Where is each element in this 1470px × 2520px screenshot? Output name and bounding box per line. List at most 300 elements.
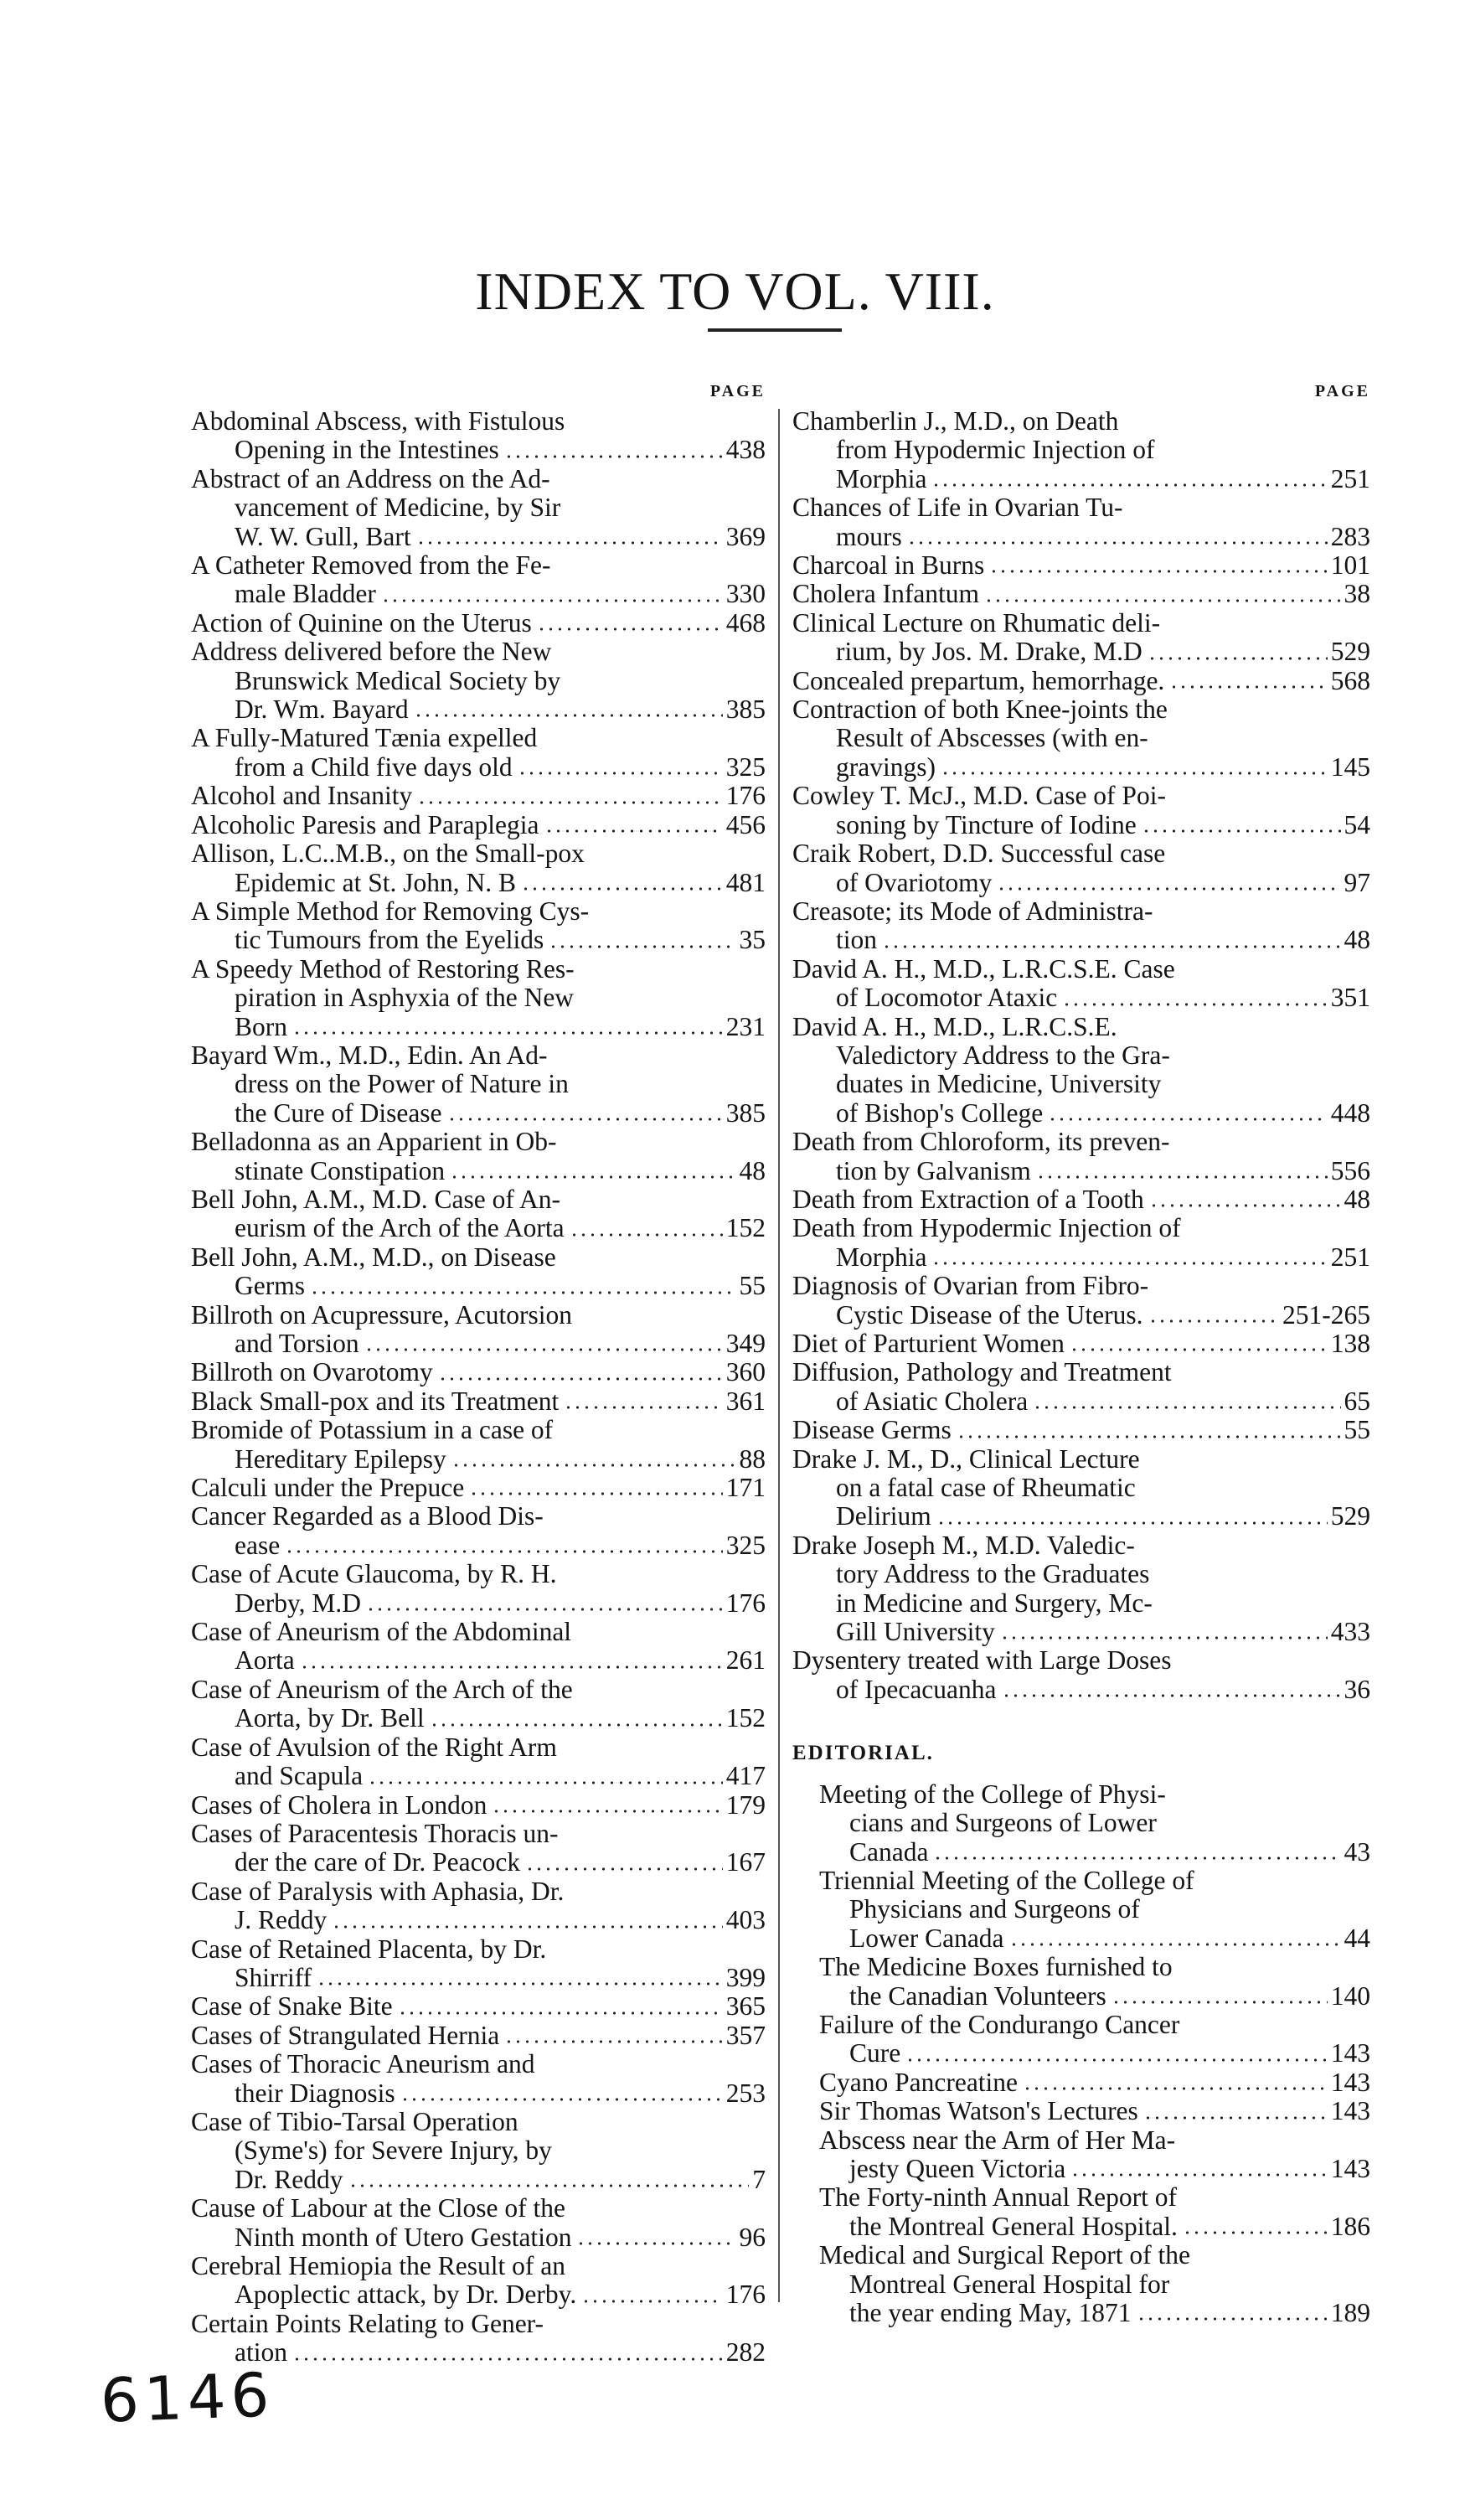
index-entry-line xyxy=(191,2166,766,2194)
index-entry-text: on a fatal case of Rheumatic xyxy=(836,1473,1136,1503)
index-entry-line xyxy=(191,1243,766,1272)
index-entry-line xyxy=(191,1762,766,1790)
index-entry-text: Lower Canada xyxy=(849,1923,1004,1953)
index-entry-text: Failure of the Condurango Cancer xyxy=(819,2009,1180,2039)
dot-leader xyxy=(1036,1175,1328,1179)
index-entry-line xyxy=(191,1964,766,1992)
index-entry-text: and Scapula xyxy=(235,1761,364,1791)
index-entry-line xyxy=(191,523,766,551)
dot-leader xyxy=(1137,2317,1328,2321)
page-number: 261 xyxy=(725,1645,766,1676)
page-number: 365 xyxy=(725,1991,766,2022)
index-entry-text: their Diagnosis xyxy=(235,2078,395,2108)
index-entry xyxy=(792,2126,1370,2184)
index-entry-text: Cure xyxy=(849,2038,901,2068)
index-entry-line xyxy=(792,1445,1370,1474)
index-entry-text: of Bishop's College xyxy=(836,1097,1044,1128)
index-entry xyxy=(191,638,766,724)
index-entry-line xyxy=(191,1646,766,1675)
page-number: 35 xyxy=(739,925,766,955)
index-entry-text: Creasote; its Mode of Administra- xyxy=(792,896,1153,926)
index-entry-text: Bromide of Potassium in a case of xyxy=(191,1415,554,1445)
dot-leader xyxy=(576,2242,735,2245)
index-entry-text: Cerebral Hemiopia the Result of an xyxy=(191,2251,565,2280)
page-title: INDEX TO VOL. VIII. xyxy=(475,261,995,321)
index-entry-text: Cystic Disease of the Uterus. xyxy=(836,1299,1143,1330)
index-entry-text: of Ipecacuanha xyxy=(836,1674,997,1704)
index-entry xyxy=(792,839,1370,897)
dot-leader xyxy=(1149,1204,1341,1207)
dot-leader xyxy=(989,570,1328,573)
index-entry-line xyxy=(792,667,1370,695)
index-entry-text: Address delivered before the New xyxy=(191,637,552,667)
dot-leader xyxy=(1023,2087,1328,2090)
index-entry xyxy=(792,1646,1370,1704)
index-entry xyxy=(191,1301,766,1359)
index-entry-line xyxy=(792,1646,1370,1675)
index-entry xyxy=(792,1330,1370,1358)
index-entry-text: soning by Tincture of Iodine xyxy=(836,809,1137,839)
index-entry xyxy=(792,1013,1370,1128)
index-entry-line xyxy=(792,638,1370,666)
dot-leader xyxy=(292,2357,723,2361)
page-number: 101 xyxy=(1330,550,1370,581)
index-entry-line xyxy=(792,2299,1370,2327)
index-entry-text: Canada xyxy=(849,1836,929,1867)
index-entry-text: Germs xyxy=(235,1271,305,1301)
index-entry-line xyxy=(191,1877,766,1906)
index-entry-text: Triennial Meeting of the College of xyxy=(819,1865,1194,1895)
index-entry-line xyxy=(191,1906,766,1934)
index-entry-text: Cancer Regarded as a Blood Dis- xyxy=(191,1501,544,1531)
dot-leader xyxy=(430,1723,723,1727)
index-entry-line xyxy=(191,1618,766,1646)
page-number: 325 xyxy=(725,751,766,782)
index-entry xyxy=(792,1445,1370,1531)
dot-leader xyxy=(1009,1943,1341,1946)
index-entry-text: Calculi under the Prepuce xyxy=(191,1473,465,1503)
page-number: 36 xyxy=(1344,1674,1370,1704)
index-entry-text: the Montreal General Hospital. xyxy=(849,2211,1178,2241)
dot-leader xyxy=(398,2011,723,2015)
index-entry-line xyxy=(191,1041,766,1070)
dot-leader xyxy=(936,1521,1328,1525)
dot-leader xyxy=(381,599,723,602)
index-entry-text: Ninth month of Utero Gestation xyxy=(235,2222,572,2252)
page-number: 251 xyxy=(1330,1242,1370,1272)
index-entry xyxy=(792,609,1370,667)
index-entry-line xyxy=(792,1502,1370,1531)
index-entry-text: Aorta xyxy=(235,1645,295,1676)
index-entry-line xyxy=(792,1301,1370,1330)
index-entry-text: der the care of Dr. Peacock xyxy=(235,1847,521,1877)
index-entry-line xyxy=(191,1560,766,1588)
dot-leader xyxy=(469,1492,722,1495)
index-entry-text: Alcohol and Insanity xyxy=(191,781,413,811)
dot-leader xyxy=(416,541,723,545)
page-number: 7 xyxy=(752,2164,766,2194)
index-entry-line xyxy=(792,609,1370,638)
index-entry xyxy=(191,1502,766,1560)
index-entry-text: Hereditary Epilepsy xyxy=(235,1443,446,1474)
index-entry xyxy=(191,2108,766,2194)
index-entry-text: Morphia xyxy=(836,463,927,493)
index-entry-line xyxy=(792,1924,1370,1953)
page-number: 152 xyxy=(725,1703,766,1733)
index-entry-line xyxy=(792,1387,1370,1416)
index-entry-text: Meeting of the College of Physi- xyxy=(819,1779,1166,1809)
index-entry-text: mours xyxy=(836,521,902,551)
dot-leader xyxy=(504,455,723,458)
index-entry-line xyxy=(191,782,766,810)
dot-leader xyxy=(525,1867,723,1871)
index-entry-line xyxy=(792,1589,1370,1618)
dot-leader xyxy=(1048,1118,1328,1121)
dot-leader xyxy=(882,945,1340,948)
index-entry-line xyxy=(191,2194,766,2223)
index-entry-line xyxy=(191,1531,766,1560)
index-entry-text: tory Address to the Graduates xyxy=(836,1559,1150,1589)
index-entry-line xyxy=(792,1780,1370,1809)
index-entry-line xyxy=(792,897,1370,926)
index-entry-line xyxy=(792,2270,1370,2299)
index-entry-line xyxy=(792,1676,1370,1704)
index-entry xyxy=(191,1185,766,1243)
page-number: 48 xyxy=(1344,1184,1370,1214)
index-entry-line xyxy=(191,1445,766,1474)
index-entry-line xyxy=(792,1330,1370,1358)
page-number: 417 xyxy=(725,1761,766,1791)
index-entry-text: Derby, M.D xyxy=(235,1588,362,1618)
index-entry-line xyxy=(191,2022,766,2050)
index-entry-line xyxy=(191,1704,766,1732)
index-entry-text: tic Tumours from the Eyelids xyxy=(235,925,544,955)
dot-leader xyxy=(564,1406,723,1409)
index-entry-line xyxy=(792,782,1370,810)
page-number: 360 xyxy=(725,1357,766,1387)
index-entry xyxy=(792,1358,1370,1416)
page-number: 399 xyxy=(725,1962,766,1992)
index-entry-text: A Catheter Removed from the Fe- xyxy=(191,550,551,581)
index-entry-line xyxy=(792,1070,1370,1098)
dot-leader xyxy=(1002,1694,1341,1697)
dot-leader xyxy=(317,1982,723,1986)
index-entry-text: stinate Constipation xyxy=(235,1155,446,1185)
index-entry-text: male Bladder xyxy=(235,579,376,609)
index-entry xyxy=(191,1733,766,1791)
index-entry xyxy=(792,955,1370,1013)
index-entry-text: Case of Tibio-Tarsal Operation xyxy=(191,2106,518,2136)
index-entry-text: David A. H., M.D., L.R.C.S.E. xyxy=(792,1011,1117,1041)
page-number: 143 xyxy=(1330,2096,1370,2126)
index-entry-line xyxy=(792,1358,1370,1387)
index-entry xyxy=(792,695,1370,782)
index-entry-line xyxy=(792,1041,1370,1070)
index-entry-text: cians and Surgeons of Lower xyxy=(849,1808,1157,1838)
index-entry xyxy=(792,897,1370,955)
dot-leader xyxy=(414,714,723,717)
index-entry-text: Bayard Wm., M.D., Edin. An Ad- xyxy=(191,1040,548,1070)
index-entry-line xyxy=(191,551,766,580)
index-entry-text: Belladonna as an Apparient in Ob- xyxy=(191,1127,557,1157)
index-entry-text: Physicians and Surgeons of xyxy=(849,1894,1140,1924)
index-entry-text: David A. H., M.D., L.R.C.S.E. Case xyxy=(792,953,1175,984)
page-number: 143 xyxy=(1330,2153,1370,2183)
page-number: 138 xyxy=(1330,1329,1370,1358)
editorial-list xyxy=(792,1780,1370,2328)
index-entry xyxy=(792,667,1370,695)
page-number: 251 xyxy=(1330,463,1370,493)
page-number: 143 xyxy=(1330,2038,1370,2068)
index-entry-text: Born xyxy=(235,1011,287,1041)
index-entry xyxy=(792,493,1370,551)
index-entry-line xyxy=(191,609,766,638)
index-entry-line xyxy=(191,753,766,782)
index-entry-line xyxy=(792,1982,1370,2011)
index-entry-line xyxy=(191,1358,766,1387)
index-entry-text: Drake Joseph M., M.D. Valedic- xyxy=(792,1530,1135,1560)
index-entry-line xyxy=(191,436,766,464)
index-entry-line xyxy=(191,2310,766,2338)
index-entry-line xyxy=(191,1214,766,1242)
index-entry-line xyxy=(792,1867,1370,1895)
index-entry xyxy=(792,1531,1370,1647)
page-number: 433 xyxy=(1330,1617,1370,1647)
index-entry xyxy=(792,1214,1370,1272)
dot-leader xyxy=(544,829,723,833)
index-entry-text: A Speedy Method of Restoring Res- xyxy=(191,953,575,984)
index-entry-text: J. Reddy xyxy=(235,1905,328,1935)
index-entry-text: W. W. Gull, Bart xyxy=(235,521,411,551)
index-entry-line xyxy=(792,2011,1370,2039)
index-entry-text: from a Child five days old xyxy=(235,751,513,782)
index-entry-text: A Simple Method for Removing Cys- xyxy=(191,896,590,926)
dot-leader xyxy=(364,1348,723,1351)
dot-leader xyxy=(581,2300,723,2303)
index-entry-text: Cases of Cholera in London xyxy=(191,1789,487,1820)
index-entry-text: Dr. Reddy xyxy=(235,2164,343,2194)
dot-leader xyxy=(1070,2173,1328,2177)
page-number: 171 xyxy=(725,1473,766,1503)
editorial-heading: EDITORIAL. xyxy=(792,1742,934,1765)
index-entry-line xyxy=(191,839,766,868)
index-entry xyxy=(191,955,766,1041)
dot-leader xyxy=(931,483,1327,487)
page-number: 140 xyxy=(1330,1980,1370,2011)
page-number: 48 xyxy=(739,1155,766,1185)
index-entry xyxy=(191,2310,766,2368)
dot-leader xyxy=(447,1118,723,1121)
index-entry-text: of Ovariotomy xyxy=(836,867,993,897)
dot-leader xyxy=(1000,1636,1328,1640)
index-entry-text: tion by Galvanism xyxy=(836,1155,1031,1185)
index-entry-line xyxy=(191,811,766,839)
index-entry-text: the Cure of Disease xyxy=(235,1097,442,1128)
index-entry-text: gravings) xyxy=(836,751,936,782)
page-number: 253 xyxy=(725,2078,766,2108)
index-entry-line xyxy=(792,2155,1370,2183)
dot-leader xyxy=(368,1781,723,1784)
index-entry xyxy=(191,839,766,897)
index-list-left xyxy=(191,407,766,2368)
dot-leader xyxy=(451,1464,736,1467)
index-entry-text: Diagnosis of Ovarian from Fibro- xyxy=(792,1271,1149,1301)
index-entry-line xyxy=(792,1099,1370,1128)
index-entry-text: Case of Aneurism of the Abdominal xyxy=(191,1617,572,1647)
index-entry-text: Certain Points Relating to Gener- xyxy=(191,2308,544,2338)
index-entry-line xyxy=(191,1820,766,1848)
page-number: 231 xyxy=(725,1011,766,1041)
index-entry-line xyxy=(191,407,766,436)
index-entry-text: ease xyxy=(235,1530,281,1560)
index-entry-line xyxy=(191,1330,766,1358)
page-number: 456 xyxy=(725,809,766,839)
page-number: 43 xyxy=(1344,1836,1370,1867)
index-entry xyxy=(191,2194,766,2252)
index-entry xyxy=(792,551,1370,580)
index-entry-text: Action of Quinine on the Uterus xyxy=(191,607,532,638)
index-entry xyxy=(792,1780,1370,1867)
page-number: 145 xyxy=(1330,751,1370,782)
page-number: 529 xyxy=(1330,637,1370,667)
page-number: 48 xyxy=(1344,925,1370,955)
page-number: 361 xyxy=(725,1386,766,1416)
page-number: 88 xyxy=(739,1443,766,1474)
index-column-left xyxy=(191,375,766,2368)
index-entry-line xyxy=(191,1848,766,1877)
index-entry-line xyxy=(792,984,1370,1012)
index-entry-line xyxy=(792,811,1370,839)
index-entry-line xyxy=(792,465,1370,493)
index-entry-text: of Asiatic Cholera xyxy=(836,1386,1029,1416)
dot-leader xyxy=(941,772,1328,775)
page-number: 556 xyxy=(1330,1155,1370,1185)
index-entry-line xyxy=(792,869,1370,897)
index-entry-line xyxy=(792,2183,1370,2212)
index-entry-text: Cases of Thoracic Aneurism and xyxy=(191,2049,535,2079)
index-entry xyxy=(191,2252,766,2310)
index-entry-line xyxy=(792,1531,1370,1560)
index-entry xyxy=(191,465,766,551)
index-entry-line xyxy=(792,1560,1370,1588)
index-entry-text: Result of Abscesses (with en- xyxy=(836,723,1148,753)
index-entry-text: the Canadian Volunteers xyxy=(849,1980,1106,2011)
page-number: 448 xyxy=(1330,1097,1370,1128)
dot-leader xyxy=(933,1856,1340,1860)
index-entry-line xyxy=(792,1157,1370,1185)
index-entry xyxy=(191,551,766,609)
page-number: 369 xyxy=(725,521,766,551)
index-entry-text: Case of Snake Bite xyxy=(191,1991,393,2022)
index-entry-line xyxy=(191,465,766,493)
index-entry-text: Cholera Infantum xyxy=(792,579,980,609)
page-number: 44 xyxy=(1344,1923,1370,1953)
index-entry-text: Valedictory Address to the Gra- xyxy=(836,1040,1170,1070)
index-entry-text: Cyano Pancreatine xyxy=(819,2067,1019,2097)
index-entry xyxy=(191,609,766,638)
index-entry-line xyxy=(191,724,766,752)
dot-leader xyxy=(1169,685,1327,689)
index-entry-line xyxy=(792,1214,1370,1242)
dot-leader xyxy=(537,627,723,631)
index-entry xyxy=(191,407,766,465)
index-entry-text: and Torsion xyxy=(235,1329,359,1358)
index-entry-line xyxy=(191,897,766,926)
index-entry xyxy=(792,1953,1370,2011)
index-entry-text: Cause of Labour at the Close of the xyxy=(191,2193,565,2223)
index-entry-line xyxy=(792,551,1370,580)
page-number: 385 xyxy=(725,695,766,725)
page-number: 176 xyxy=(725,781,766,811)
index-entry-text: Bell John, A.M., M.D., on Disease xyxy=(191,1242,556,1272)
index-entry-line xyxy=(191,667,766,695)
index-entry-text: Montreal General Hospital for xyxy=(849,2269,1170,2299)
index-entry xyxy=(191,1243,766,1301)
index-entry xyxy=(792,1867,1370,1953)
index-entry-line xyxy=(191,1502,766,1531)
page-number: 529 xyxy=(1330,1501,1370,1531)
index-entry-line xyxy=(792,724,1370,752)
index-entry-text: Dr. Wm. Bayard xyxy=(235,695,409,725)
page-number: 568 xyxy=(1330,665,1370,695)
index-entry xyxy=(191,1877,766,1935)
index-entry-text: Case of Paralysis with Aphasia, Dr. xyxy=(191,1876,565,1906)
index-entry-text: Death from Chloroform, its preven- xyxy=(792,1127,1170,1157)
index-entry-text: Concealed prepartum, hemorrhage. xyxy=(792,665,1165,695)
dot-leader xyxy=(310,1291,736,1294)
dot-leader xyxy=(521,887,723,891)
dot-leader xyxy=(417,801,723,804)
page-number: 176 xyxy=(725,1588,766,1618)
page-number: 251-265 xyxy=(1282,1299,1370,1330)
index-entry-line xyxy=(792,493,1370,522)
title-rule xyxy=(708,328,842,332)
index-entry xyxy=(191,1560,766,1618)
dot-leader xyxy=(907,541,1328,545)
index-entry-line xyxy=(191,1416,766,1444)
index-entry-line xyxy=(191,2108,766,2136)
index-entry-line xyxy=(191,1992,766,2021)
index-entry-line xyxy=(191,1099,766,1128)
dot-leader xyxy=(300,1665,723,1669)
index-entry xyxy=(792,2241,1370,2327)
index-entry xyxy=(191,897,766,955)
dot-leader xyxy=(1142,829,1341,833)
index-entry-text: Case of Aneurism of the Arch of the xyxy=(191,1674,573,1704)
index-entry-text: Disease Germs xyxy=(792,1415,952,1445)
index-entry-text: Bell John, A.M., M.D. Case of An- xyxy=(191,1184,560,1214)
page-number: 38 xyxy=(1344,579,1370,609)
index-entry-text: Brunswick Medical Society by xyxy=(235,665,561,695)
index-entry-line xyxy=(792,1895,1370,1924)
index-entry-text: of Locomotor Ataxic xyxy=(836,983,1058,1013)
page-number: 351 xyxy=(1330,983,1370,1013)
dot-leader xyxy=(285,1550,723,1553)
index-entry xyxy=(792,1416,1370,1444)
page-number: 282 xyxy=(725,2337,766,2368)
index-entry-text: Black Small-pox and its Treatment xyxy=(191,1386,560,1416)
index-entry-text: Drake J. M., D., Clinical Lecture xyxy=(792,1443,1140,1474)
dot-leader xyxy=(1148,1319,1279,1323)
index-entry-text: piration in Asphyxia of the New xyxy=(235,983,575,1013)
index-entry-line xyxy=(792,2097,1370,2125)
index-entry xyxy=(191,1618,766,1676)
dot-leader xyxy=(438,1377,723,1381)
dot-leader xyxy=(1033,1406,1340,1409)
dot-leader xyxy=(905,2058,1328,2062)
dot-leader xyxy=(549,945,735,948)
index-entry-line xyxy=(191,2338,766,2367)
